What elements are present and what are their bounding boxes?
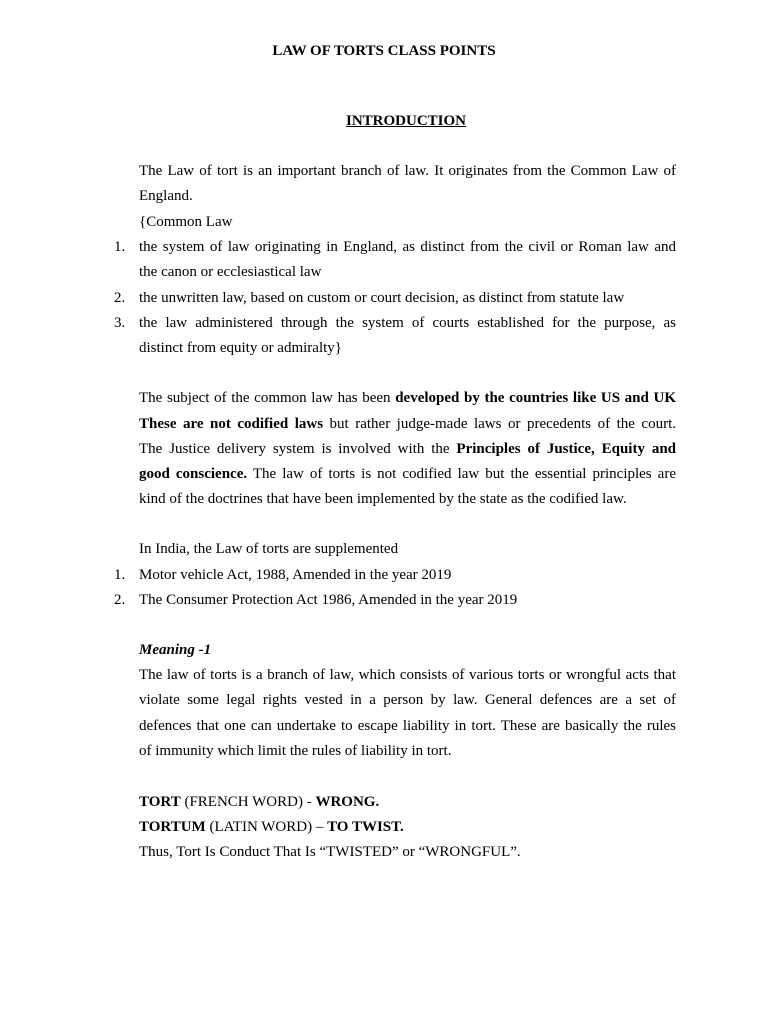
tort-word: TORT: [139, 794, 181, 810]
tortum-word: TORTUM: [139, 819, 206, 835]
subject-line-3-bold: Principles of Justice, Equity and: [456, 441, 677, 457]
list-number: 3.: [114, 315, 126, 331]
list-item-line: the law administered through the system of courts established for the purpose, as: [139, 315, 676, 331]
section-heading-introduction: INTRODUCTION: [346, 113, 467, 129]
tortum-origin: (LATIN WORD) –: [205, 819, 328, 835]
india-list-item: The Consumer Protection Act 1986, Amended in the year 2019: [139, 592, 518, 608]
subject-line-1-plain: The subject of the common law has been: [139, 390, 396, 406]
meaning-line: of immunity which limit the rules of liability in tort.: [139, 743, 452, 759]
subject-line-2: [139, 414, 676, 434]
subject-line-1-bold: developed by the countries like US and UK: [395, 390, 676, 406]
meaning-line: violate some legal rights vested in a person by law. General defences are a set of: [139, 692, 676, 708]
list-item-line: distinct from equity or admiralty}: [139, 340, 342, 356]
intro-line-1: The Law of tort is an important branch of law. It originates from the Common Law of: [139, 163, 676, 179]
list-number: 1.: [114, 239, 126, 255]
tortum-etymology: [139, 817, 676, 837]
list-item-line: the system of law originating in England, as distinct from the civil or Roman law and: [139, 239, 676, 255]
subject-line-2-bold: These are not codified laws: [139, 416, 324, 432]
meaning-line: The law of torts is a branch of law, which consists of various torts or wrongful acts that: [139, 667, 676, 683]
subject-line-4-plain: The law of torts is not codified law but the essential principles are: [247, 466, 676, 482]
meaning-line: defences that one can undertake to escape liability in tort. These are basically the rules: [139, 718, 676, 734]
subject-line-2-plain: but rather judge-made laws or precedents of the court.: [323, 416, 676, 432]
list-number: 2.: [114, 290, 126, 306]
tort-origin: (FRENCH WORD) -: [180, 794, 316, 810]
india-list-item: Motor vehicle Act, 1988, Amended in the year 2019: [139, 567, 452, 583]
subject-line-4-bold: good conscience.: [139, 466, 248, 482]
list-item-line: the unwritten law, based on custom or court decision, as distinct from statute law: [139, 290, 625, 306]
list-number: 1.: [114, 567, 126, 583]
india-intro: In India, the Law of torts are supplemented: [139, 541, 399, 557]
tortum-meaning: TO TWIST.: [327, 819, 404, 835]
list-item-line: the canon or ecclesiastical law: [139, 264, 322, 280]
subject-line-3-plain: The Justice delivery system is involved with the: [139, 441, 457, 457]
tort-conclusion: Thus, Tort Is Conduct That Is “TWISTED” or “WRONGFUL”.: [139, 844, 521, 860]
subject-line-3: [139, 439, 676, 459]
intro-line-2: England.: [139, 188, 193, 204]
page-title: LAW OF TORTS CLASS POINTS: [272, 43, 496, 59]
subject-line-1: [139, 388, 676, 408]
tort-etymology: [139, 792, 676, 812]
tort-meaning: WRONG.: [315, 794, 380, 810]
subject-line-5: kind of the doctrines that have been implemented by the state as the codified law.: [139, 491, 627, 507]
meaning-heading: Meaning -1: [139, 642, 212, 658]
common-law-label: {Common Law: [139, 214, 233, 230]
list-number: 2.: [114, 592, 126, 608]
subject-line-4: [139, 464, 676, 484]
